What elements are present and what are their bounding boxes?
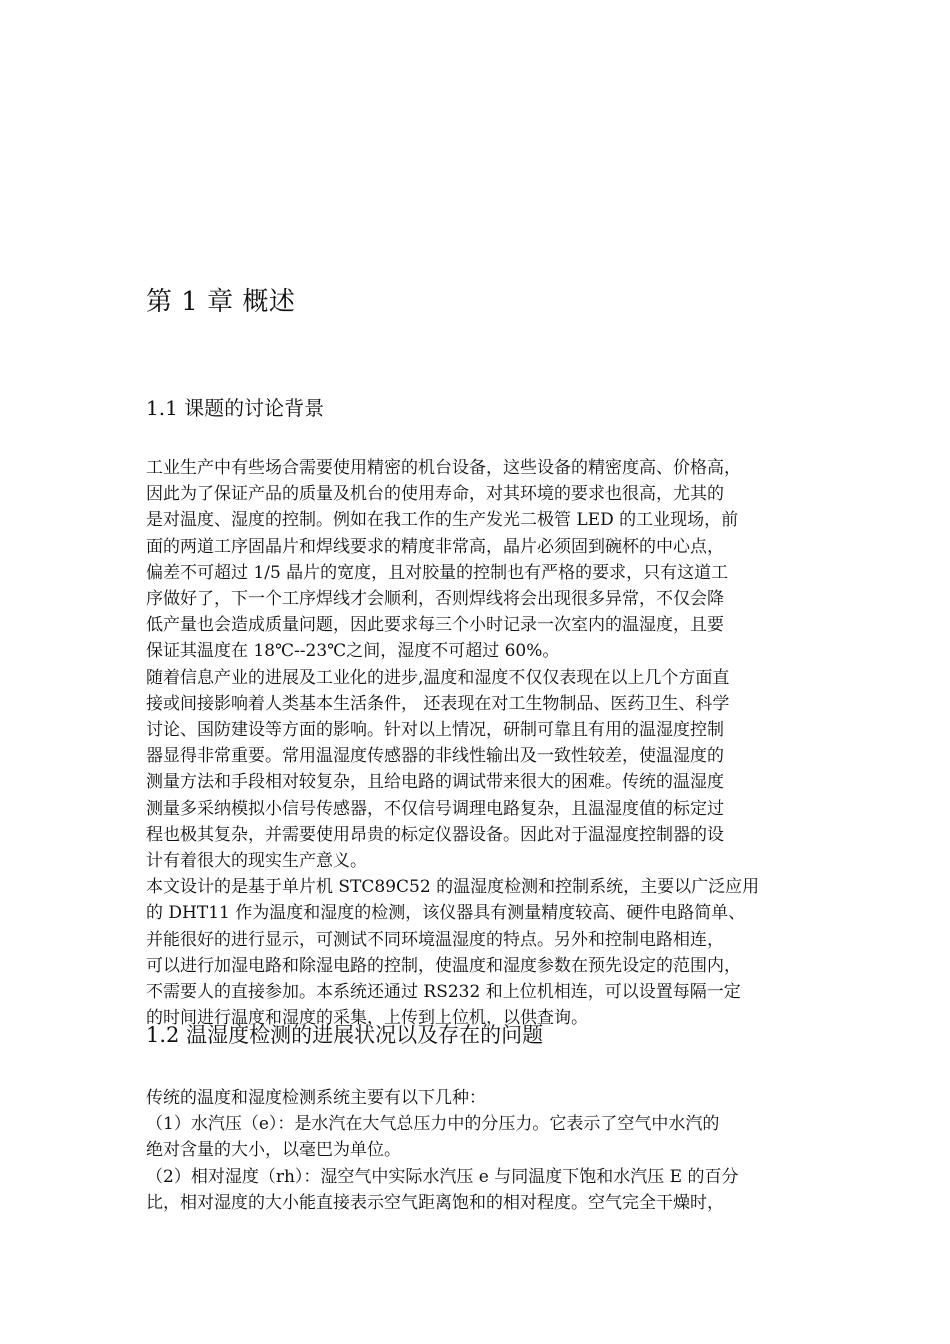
body-line: 测量方法和手段相对较复杂，且给电路的调试带来很大的困难。传统的温湿度 [146, 772, 724, 793]
body-line: 的时间进行温度和湿度的采集，上传到上位机，以供查询。 [146, 1008, 588, 1029]
body-line: 面的两道工序固晶片和焊线要求的精度非常高，晶片必须固到碗杯的中心点， [146, 536, 724, 557]
body-line: 低产量也会造成质量问题，因此要求每三个小时记录一次室内的温湿度，且要 [146, 615, 724, 636]
body-line: 并能很好的进行显示，可测试不同环境温湿度的特点。另外和控制电路相连， [146, 929, 724, 950]
body-line: 的 DHT11 作为温度和湿度的检测，该仪器具有测量精度较高、硬件电路简单、 [146, 903, 746, 924]
body-line: 因此为了保证产品的质量及机台的使用寿命，对其环境的要求也很高，尤其的 [146, 484, 724, 505]
body-line: 可以进行加湿电路和除湿电路的控制，使温度和湿度参数在预先设定的范围内， [146, 955, 741, 976]
body-line: （1）水汽压（e）：是水汽在大气总压力中的分压力。它表示了空气中水汽的 [146, 1114, 720, 1135]
body-line: 接或间接影响着人类基本生活条件， 还表现在对工生物制品、医药卫生、科学 [146, 693, 730, 714]
body-line: 器显得非常重要。常用温湿度传感器的非线性输出及一致性较差，使温湿度的 [146, 746, 724, 767]
body-line: 传统的温度和湿度检测系统主要有以下几种： [146, 1088, 486, 1108]
section-title-1-2: 1.2 温湿度检测的进展状况以及存在的问题 [146, 1023, 544, 1047]
body-line: 序做好了，下一个工序焊线才会顺利，否则焊线将会出现很多异常，不仅会降 [146, 589, 724, 610]
body-line: 是对温度、湿度的控制。例如在我工作的生产发光二极管 LED 的工业现场，前 [146, 510, 739, 531]
body-line: 保证其温度在 18℃--23℃之间，湿度不可超过 60%。 [146, 641, 560, 662]
section-title-1-1: 1.1 课题的讨论背景 [146, 396, 325, 420]
body-line: 随着信息产业的进展及工业化的进步,温度和湿度不仅仅表现在以上几个方面直 [146, 667, 730, 688]
body-line: 绝对含量的大小，以毫巴为单位。 [146, 1140, 401, 1161]
chapter-title: 第 1 章 概述 [146, 287, 296, 317]
body-line: 偏差不可超过 1/5 晶片的宽度，且对胶量的控制也有严格的要求，只有这道工 [146, 562, 729, 583]
body-line: 讨论、国防建设等方面的影响。针对以上情况，研制可靠且有用的温湿度控制 [146, 720, 724, 741]
body-line: 程也极其复杂，并需要使用昂贵的标定仪器设备。因此对于温湿度控制器的设 [146, 824, 724, 845]
body-line: 比，相对湿度的大小能直接表示空气距离饱和的相对程度。空气完全干燥时， [146, 1192, 724, 1213]
body-line: 不需要人的直接参加。本系统还通过 RS232 和上位机相连，可以设置每隔一定 [146, 982, 741, 1003]
section-1-1-body [146, 455, 816, 1031]
body-line: （2）相对湿度（rh）：湿空气中实际水汽压 e 与同温度下饱和水汽压 E 的百分 [146, 1166, 739, 1187]
body-line: 测量多采纳模拟小信号传感器，不仅信号调理电路复杂，且温湿度值的标定过 [146, 798, 724, 819]
body-line: 工业生产中有些场合需要使用精密的机台设备，这些设备的精密度高、价格高， [146, 458, 741, 478]
body-line: 本文设计的是基于单片机 STC89C52 的温湿度检测和控制系统，主要以广泛应用 [146, 877, 760, 898]
body-line: 计有着很大的现实生产意义。 [146, 851, 367, 872]
section-1-2-body [146, 1085, 816, 1216]
